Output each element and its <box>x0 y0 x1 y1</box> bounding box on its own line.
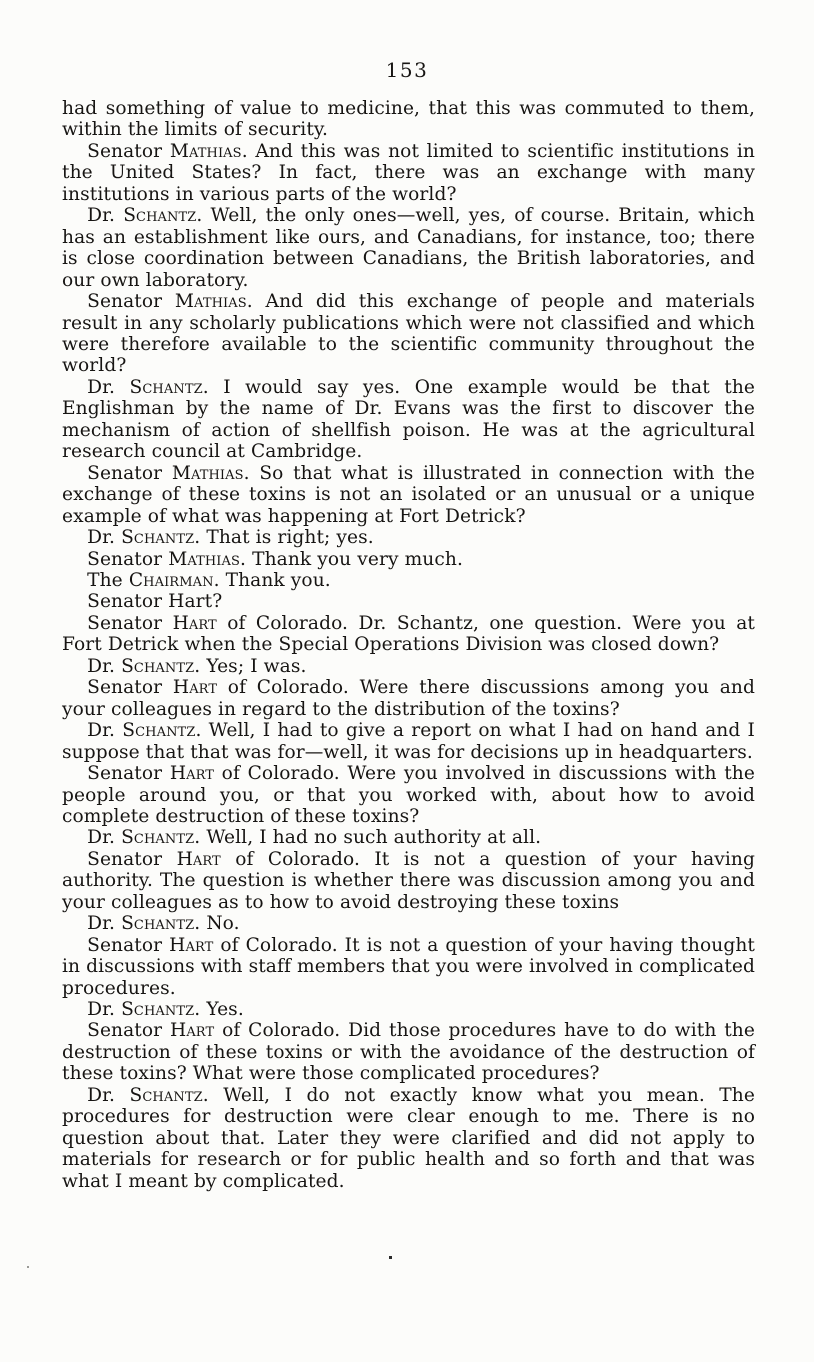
speaker-name: Hart <box>172 612 217 634</box>
paragraph <box>62 1020 755 1084</box>
text-run: of Colorado. Dr. Schantz, one question. Were you at Fort Detrick when the Special Operations Division was closed down? <box>62 612 755 656</box>
scan-speck <box>389 1256 392 1259</box>
text-run: Senator <box>87 612 173 634</box>
text-run: . I would say yes. One example would be that the Englishman by the name of Dr. Evans was the first to discover the mechanism of action of shellfish poison. He was at the agricultural research council at Cambridge. <box>62 376 756 463</box>
text-run: . So that what is illustrated in connection with the exchange of these toxins is not an isolated or an unusual or a unique example of what was happening at Fort Detrick? <box>62 462 755 527</box>
text-run: Dr. <box>87 827 122 849</box>
speaker-name: Schantz <box>121 827 195 849</box>
text-run: Dr. <box>87 655 122 677</box>
paragraph <box>62 291 755 377</box>
paragraph <box>62 763 755 827</box>
text-run: Dr. <box>87 913 122 935</box>
speaker-name: Schantz <box>129 1084 203 1106</box>
text-run: . Well, I had no such authority at all. <box>194 827 542 849</box>
paragraph <box>62 999 755 1020</box>
paragraph <box>62 141 755 205</box>
text-run: . Yes. <box>194 999 244 1021</box>
paragraph <box>62 656 755 677</box>
speaker-name: Hart <box>169 934 214 956</box>
text-run: Dr. <box>87 527 122 549</box>
paragraph <box>62 677 755 720</box>
text-run: of Colorado. It is not a question of your having thought in discussions with staff members that you were involved in complicated procedures. <box>62 934 755 999</box>
text-run: . Well, the only ones—well, yes, of course. Britain, which has an establishment like ours, and Canadians, for instance, too; there is close coordination between Canadians, the British laboratories, and our own laboratory. <box>62 205 755 291</box>
speaker-name: Hart <box>170 1020 215 1042</box>
text-run: . That is right; yes. <box>194 527 374 549</box>
text-run: . Yes; I was. <box>194 655 307 677</box>
text-run: had something of value to medicine, that this was commuted to them, within the limits of security. <box>62 98 755 141</box>
paragraph <box>62 935 755 999</box>
paragraph <box>62 720 755 763</box>
text-run: of Colorado. It is not a question of your having authority. The question is whether there was discussion among you and your colleagues as to how to avoid destroying these toxins <box>62 848 755 913</box>
speaker-name: Chairman <box>128 569 214 591</box>
text-run: Senator <box>87 763 170 785</box>
text-run: of Colorado. Did those procedures have to do with the destruction of these toxins or with the avoidance of the destruction of these toxins? What were those complicated procedures? <box>62 1020 755 1085</box>
text-run: . Well, I do not exactly know what you mean. The procedures for destruction were clear enough to me. There is no question about that. Later they were clarified and did not apply to materials for research or for public health and so forth and that was what I meant by complicated. <box>62 1084 755 1192</box>
paragraph <box>62 827 755 848</box>
paragraph <box>62 463 755 527</box>
text-run: Senator <box>87 1020 170 1042</box>
speaker-name: Schantz <box>129 376 203 398</box>
speaker-name: Schantz <box>121 913 195 935</box>
speaker-name: Hart <box>176 848 221 870</box>
paragraph <box>62 205 755 291</box>
speaker-name: Hart <box>172 677 218 699</box>
text-run: Senator <box>87 548 169 570</box>
speaker-name: Schantz <box>121 999 195 1021</box>
speaker-name: Mathias <box>174 291 247 313</box>
page-number: 153 <box>385 58 429 82</box>
text-run: . Thank you. <box>213 569 331 591</box>
speaker-name: Mathias <box>171 462 244 484</box>
paragraph <box>62 377 755 463</box>
page-body <box>62 98 755 1192</box>
text-run: Senator <box>87 462 172 484</box>
text-run: Dr. <box>87 720 123 742</box>
text-run: of Colorado. Were there discussions among you and your colleagues in regard to the distribution of the toxins? <box>62 677 755 720</box>
text-run: Dr. <box>87 205 124 227</box>
paragraph <box>62 613 755 656</box>
speaker-name: Schantz <box>122 720 196 742</box>
text-run: . And did this exchange of people and materials result in any scholarly publications which were not classified and which were therefore available to the scientific community throughout the world? <box>62 291 755 377</box>
paragraph <box>62 98 755 141</box>
text-run: Senator <box>87 677 173 699</box>
text-run: Senator <box>87 934 170 956</box>
speaker-name: Mathias <box>168 548 241 570</box>
text-run: . Well, I had to give a report on what I had on hand and I suppose that that was for—well, it was for decisions up in headquarters. <box>62 720 755 763</box>
scan-speck <box>27 1266 29 1268</box>
text-run: Dr. <box>87 999 122 1021</box>
paragraph <box>62 570 755 591</box>
speaker-name: Schantz <box>121 655 195 677</box>
paragraph <box>62 1085 755 1192</box>
paragraph <box>62 913 755 934</box>
text-run: of Colorado. Were you involved in discussions with the people around you, or that you worked with, about how to avoid complete destruction of these toxins? <box>62 763 755 827</box>
text-run: Senator <box>87 140 170 162</box>
text-run: . Thank you very much. <box>240 548 463 570</box>
text-run: The <box>87 569 129 591</box>
speaker-name: Schantz <box>121 527 195 549</box>
text-run: . No. <box>194 913 240 935</box>
paragraph <box>62 591 755 612</box>
text-run: Senator Hart? <box>87 591 223 613</box>
text-run: Dr. <box>87 376 130 398</box>
text-run: Dr. <box>87 1084 130 1106</box>
paragraph <box>62 849 755 913</box>
paragraph <box>62 527 755 548</box>
paragraph <box>62 549 755 570</box>
speaker-name: Mathias <box>169 140 242 162</box>
text-run: Senator <box>87 848 177 870</box>
speaker-name: Hart <box>169 763 215 785</box>
text-run: . And this was not limited to scientific institutions in the United States? In fact, there was an exchange with many institutions in various parts of the world? <box>62 140 755 205</box>
speaker-name: Schantz <box>123 205 197 227</box>
text-run: Senator <box>87 291 175 313</box>
